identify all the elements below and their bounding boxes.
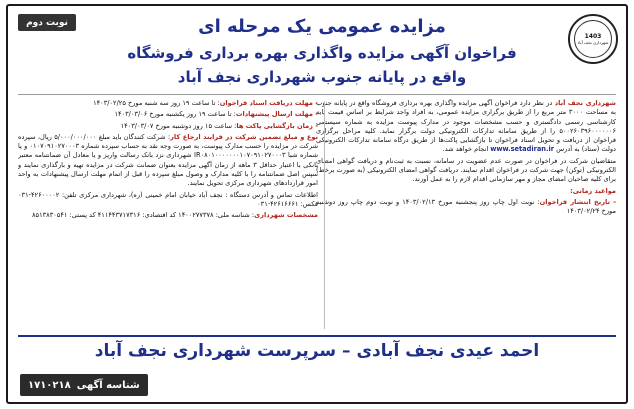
docs-receive-label: - مهلت دریافت اسناد فراخوان <box>219 99 318 107</box>
notice-frame <box>6 4 628 404</box>
intro-label: شهرداری نجف آباد <box>554 99 616 107</box>
intro-paragraph <box>316 99 616 155</box>
publish-date <box>316 198 616 217</box>
contact-paragraph: اطلاعات تماس و آدرس دستگاه : نجف آباد خیابان امام خمینی (ره)، شهرداری مرکزی تلفن: ۴۲۶۰۰۰۰۲-۰۳۱ فکس: ۴۲۶۱۶۶۶۱-۰۳۱ <box>18 190 318 208</box>
ad-id-badge <box>20 374 148 396</box>
docs-receive-text: : تا ساعت ۱۹ روز سه شنبه مورخ ۱۴۰۳/۰۲/۲۵ <box>93 99 220 107</box>
registration-paragraph: متقاضیان شرکت در فراخوان در صورت عدم عضویت در سامانه، نسبت به ثبت‌نام و دریافت گواهی امضای الکترونیکی (توکن) جهت شرکت در فراخوان اقدام نمایند. دریافت گواهی امضای الکترونیکی (به صورت برخط) برای کلیه صاحبان امضای مجاز و مهر سازمانی اقدام لازم را به عمل آورند. <box>316 156 616 184</box>
left-column <box>18 99 318 331</box>
column-divider <box>324 101 325 329</box>
ad-id-value: ۱۷۱۰۲۱۸ <box>28 379 71 391</box>
opening-time <box>18 122 318 131</box>
signer-line: احمد عیدی نجف آبادی – سرپرست شهرداری نجف آباد <box>94 341 540 361</box>
open-text: : ساعت ۱۵ روز دوشنبه مورخ ۱۴۰۳/۰۳/۰۷ <box>120 121 237 130</box>
logo-text: شهرداری نجف آباد <box>577 40 609 45</box>
website-link[interactable]: www.setadiran.ir <box>490 145 555 154</box>
guarantee-label: نوع و مبلغ تضمین شرکت در فرایند ارجاع کار <box>170 132 318 141</box>
docs-receive-deadline <box>18 99 318 108</box>
notice-subtitle-2: واقع در پایانه جنوب شهرداری نجف آباد <box>177 68 467 86</box>
open-label: - زمان بازگشایی پاکت ها <box>236 121 318 130</box>
notice-title: مزایده عمومی یک مرحله ای <box>198 16 446 37</box>
buyer-text: : شناسه ملی: ۱۴۰۰۲۷۷۳۷۸ کد اقتصادی: ۴۱۱۴۴۳۷۱۷۳۱۶ کد پستی: ۸۵۱۳۸۳۰۵۴۱ <box>32 211 255 220</box>
guarantee-paragraph <box>18 133 318 189</box>
publish-text: : نوبت اول چاپ روز پنجشنبه مورخ ۱۴۰۳/۰۲/۱۳ و نوبت دوم چاپ روز دوشنبه مورخ ۱۴۰۳/۰۲/۲۴ <box>316 197 616 216</box>
right-column <box>316 99 616 331</box>
publish-label: - تاریخ انتشار فراخوان <box>539 197 616 206</box>
municipality-logo <box>568 14 618 64</box>
guarantee-text: : شرکت کنندگان باید مبلغ ۵/۰۰۰/۰۰۰/۰۰۰ ریال، سپرده شرکت در مزایده را حسب مدارک پیوست، به صورت وجه نقد به حساب سپرده شماره ۰۱۰۷۰۹۱۰۲۷۰۰۰۳ و یا شماره شبا IR۰۸۰۱۰۰۰۰۰۰۰۱۰۷۰۹۱۰۲۷۰۰۰۳ شهرداری نزد بانک رسالت واریز و یا معادل آن ضمانتنامه معتبر بانکی با اعتبار حداقل ۳ ماهه از زمان آگهی مزایده بعنوان ضمانت شرکت در مزایده تهیه و بارگذاری نمایند و سپس اصل ضمانتنامه را با کلیه مدارک و وصول مبلغ سپرده را قبل از اتمام مهلت ارسال پیشنهادات به واحد امور قراردادهای شهرداری مرکزی تحویل نمایند. <box>18 132 318 188</box>
dates-heading <box>316 187 616 196</box>
buyer-label: مشخصات شهرداری <box>254 211 318 220</box>
header-divider <box>18 94 616 95</box>
docs-send-label: - مهلت ارسال پیشنهادات <box>235 110 318 119</box>
docs-send-text: : تا ساعت ۱۹ روز یکشنبه مورخ ۱۴۰۳/۰۳/۰۶ <box>114 110 236 119</box>
proposal-deadline <box>18 110 318 119</box>
ad-id-label: شناسه آگهی <box>76 379 140 391</box>
buyer-paragraph <box>18 211 318 220</box>
intro-end: انجام خواهد شد. <box>442 145 491 154</box>
logo-number: 1403 <box>584 33 602 40</box>
round-badge: نوبت دوم <box>18 14 76 31</box>
logo-seal <box>574 20 612 58</box>
notice-subtitle-1: فراخوان آگهی مزایده واگذاری بهره برداری فروشگاه <box>127 44 517 62</box>
dates-label: مواعید زمانی: <box>570 186 616 195</box>
footer-divider <box>18 335 616 337</box>
intro-text: در نظر دارد فراخوان آگهی مزایده واگذاری بهره برداری فروشگاه واقع در پایانه جنوب به مساحت ۳۰۰۰ متر مربع را از طریق برگزاری مزایده عمومی، به افراد واجد شرایط بر اساس قیمت پایه کارشناسی رسمی دادگستری و حسب مشخصات موجود در مدارک پیوست مزایده به شماره سیستمی ۵۰۰۲۶۰۳۹۶۰۰۰۰۰۰۶ را از طریق سامانه تدارکات الکترونیکی دولت برگزار نماید. کلیه مراحل برگزاری فراخوان از دریافت و تحویل اسناد فراخوان تا بازگشایی پاکت‌ها از طریق درگاه سامانه تدارکات الکترونیکی دولت (ستاد) به آدرس <box>316 99 616 154</box>
